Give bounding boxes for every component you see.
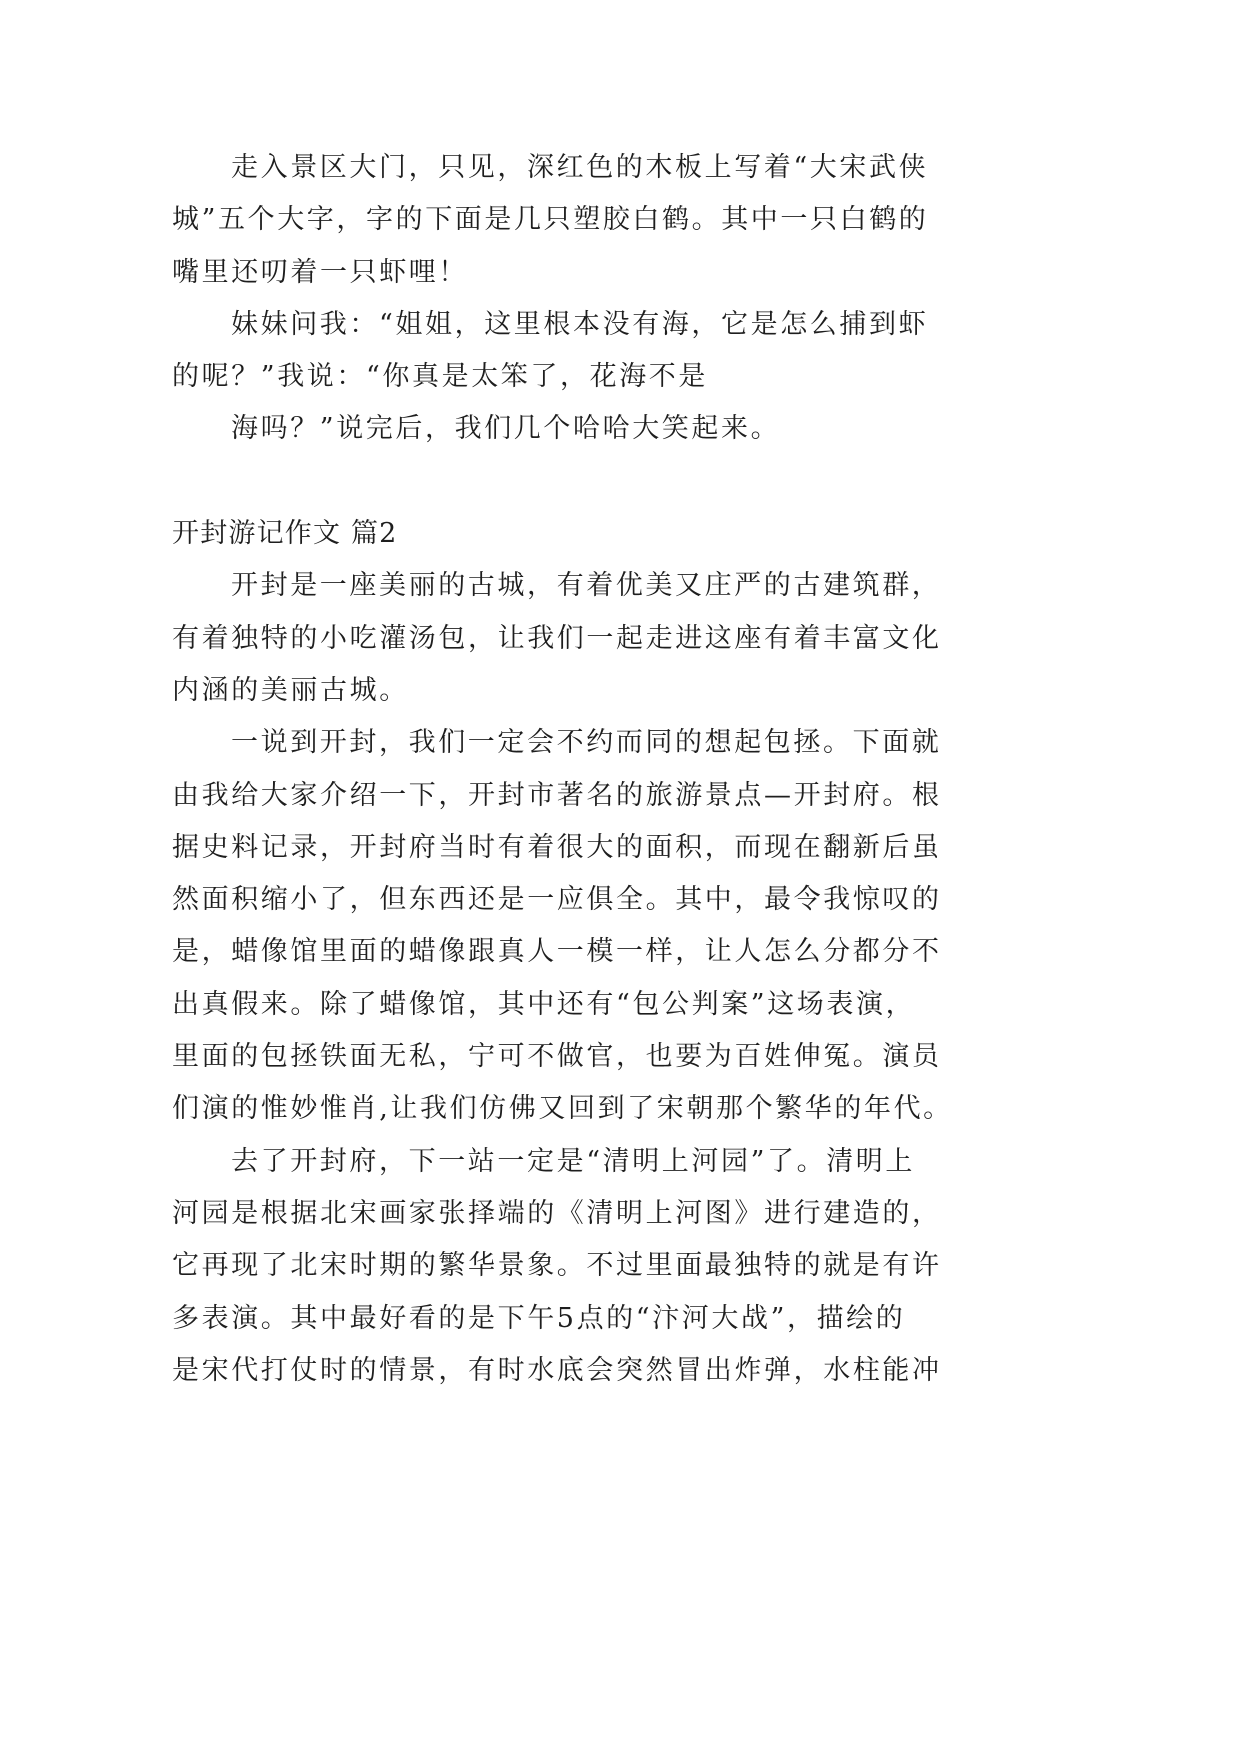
text-line: 有着独特的小吃灌汤包，让我们一起走进这座有着丰富文化 [172,622,942,654]
text-line: 的呢？”我说：“你真是太笨了，花海不是 [172,361,709,393]
paragraph [172,560,972,717]
paragraph [172,717,972,1135]
text-line: 开封是一座美丽的古城，有着优美又庄严的古建筑群， [231,570,942,602]
text-line: 嘴里还叨着一只虾哩！ [172,256,468,288]
text-line: 一说到开封，我们一定会不约而同的想起包拯。下面就 [231,727,942,759]
text-line: 海吗？”说完后，我们几个哈哈大笑起来。 [231,413,781,445]
text-line: 里面的包拯铁面无私，宁可不做官，也要为百姓伸冤。演员 [172,1041,942,1073]
text-line: 河园是根据北宋画家张择端的《清明上河图》进行建造的， [172,1197,942,1229]
document-body [172,142,972,1397]
paragraph [172,403,972,455]
text-line: 由我给大家介绍一下，开封市著名的旅游景点—开封府。根 [172,779,942,811]
text-line: 然面积缩小了，但东西还是一应俱全。其中，最令我惊叹的 [172,884,942,916]
paragraph [172,1136,972,1397]
text-line: 城”五个大字，字的下面是几只塑胶白鹤。其中一只白鹤的 [172,204,929,236]
text-line: 内涵的美丽古城。 [172,674,409,706]
text-line: 走入景区大门，只见，深红色的木板上写着“大宋武侠 [231,152,929,183]
text-line: 多表演。其中最好看的是下午5点的“汴河大战”，描绘的 [172,1302,906,1334]
text-line: 出真假来。除了蜡像馆，其中还有“包公判案”这场表演， [172,988,916,1020]
text-line: 是，蜡像馆里面的蜡像跟真人一模一样，让人怎么分都分不 [172,936,942,968]
paragraph [172,299,972,404]
text-line: 妹妹问我：“姐姐，这里根本没有海，它是怎么捕到虾 [231,308,929,340]
text-line: 去了开封府，下一站一定是“清明上河园”了。清明上 [231,1145,916,1177]
section-heading: 开封游记作文 篇2 [172,518,398,550]
text-line: 据史料记录，开封府当时有着很大的面积，而现在翻新后虽 [172,831,942,863]
text-line: 它再现了北宋时期的繁华景象。不过里面最独特的就是有许 [172,1250,942,1282]
text-line: 们演的惟妙惟肖,让我们仿佛又回到了宋朝那个繁华的年代。 [172,1093,953,1125]
text-line: 是宋代打仗时的情景，有时水底会突然冒出炸弹，水柱能冲 [172,1354,942,1386]
paragraph [172,142,972,299]
